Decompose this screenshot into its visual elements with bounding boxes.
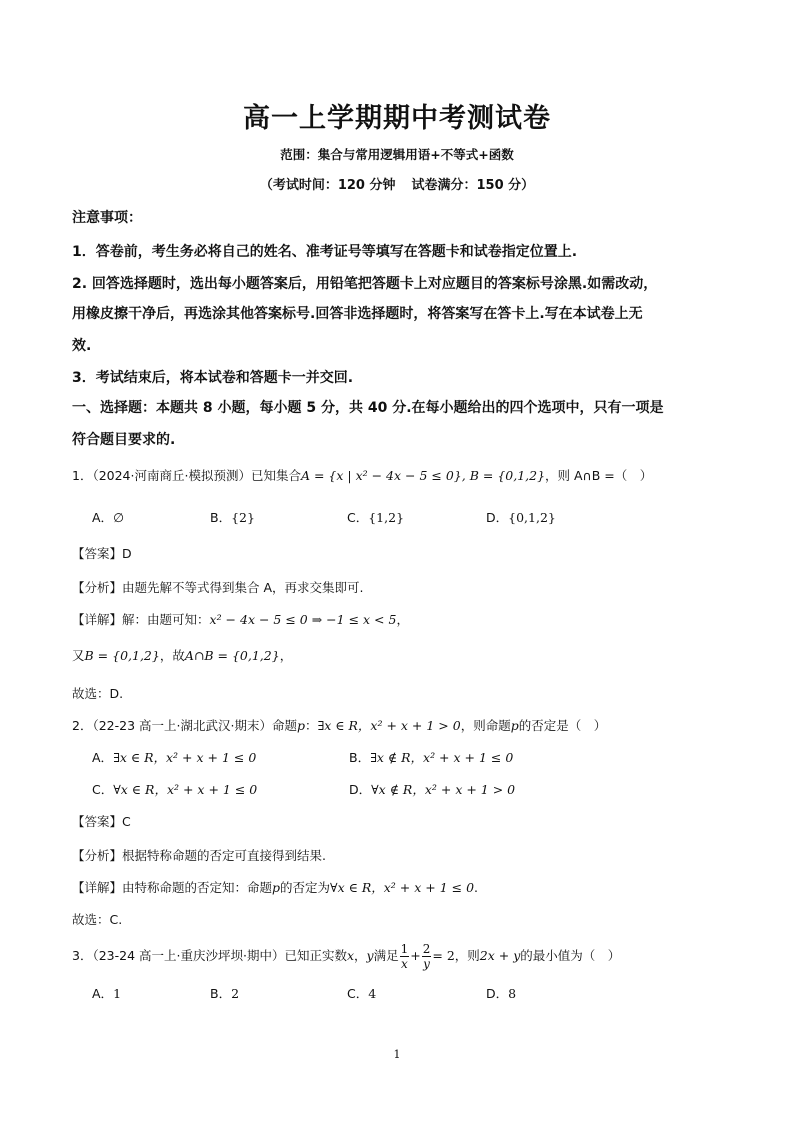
option-c: C．4 bbox=[347, 986, 377, 1001]
notes-heading: 注意事项： bbox=[72, 210, 142, 226]
exam-scope: 范围：集合与常用逻辑用语+不等式+函数 bbox=[280, 147, 514, 162]
detail-2: 【详解】由特称命题的否定知：命题p的否定为∀x ∈ R，x² + x + 1 ≤ 0. bbox=[72, 880, 479, 895]
exam-score: 试卷满分：150 分） bbox=[411, 178, 535, 193]
note-item-1: 1．答卷前，考生务必将自己的姓名、准考证号等填写在答题卡和试卷指定位置上. bbox=[72, 244, 578, 260]
section1-heading-line-2: 符合题目要求的. bbox=[72, 432, 176, 448]
question-number: 1． bbox=[72, 468, 93, 483]
exam-time: （考试时间：120 分钟 bbox=[259, 178, 396, 193]
option-a: A．1 bbox=[92, 986, 122, 1001]
analysis-2: 【分析】根据特称命题的否定可直接得到结果. bbox=[72, 848, 326, 863]
section1-heading-line-1: 一、选择题：本题共 8 小题，每小题 5 分，共 40 分.在每小题给出的四个选项中，只有一项是 bbox=[72, 400, 664, 416]
choose-2: 故选：C. bbox=[72, 912, 123, 927]
choose-1: 故选：D. bbox=[72, 686, 124, 701]
note-item-2-line-1: 2. 回答选择题时，选出每小题答案后，用铅笔把答题卡上对应题目的答案标号涂黑.如需改动， bbox=[72, 276, 658, 292]
question-source: （2024·河南商丘·模拟预测）已知集合 bbox=[92, 468, 301, 483]
option-b: B．∃x ∉ R，x² + x + 1 ≤ 0 bbox=[349, 750, 514, 765]
note-item-2-line-2: 用橡皮擦干净后，再选涂其他答案标号.回答非选择题时，将答案写在答卡上.写在本试卷上无 bbox=[72, 306, 643, 322]
detail-1-line-1: 【详解】解：由题可知：x² − 4x − 5 ≤ 0 ⇒ −1 ≤ x < 5， bbox=[72, 612, 409, 627]
note-item-3: 3．考试结束后，将本试卷和答题卡一并交回. bbox=[72, 370, 354, 386]
detail-1-line-2: 又B = {0,1,2}，故A∩B = {0,1,2}， bbox=[72, 648, 293, 663]
note-item-2-line-3: 效. bbox=[72, 338, 92, 354]
fraction-2-over-y: $\frac{2}{y}$ bbox=[422, 942, 431, 971]
option-a: A．∃x ∈ R，x² + x + 1 ≤ 0 bbox=[92, 750, 257, 765]
set-definition: A = {x | x² − 4x − 5 ≤ 0}, B = {0,1,2} bbox=[300, 468, 546, 483]
answer-1: 【答案】D bbox=[72, 546, 132, 561]
question-1-stem bbox=[72, 466, 652, 486]
option-b: B．2 bbox=[210, 986, 240, 1001]
option-c: C．{1,2} bbox=[347, 510, 405, 525]
option-a: A．∅ bbox=[92, 510, 124, 525]
question-2-stem: 2．（22-23 高一上·湖北武汉·期末）命题p：∃x ∈ R，x² + x + 1 > 0，则命题p的否定是（ ） bbox=[72, 718, 607, 733]
page-number: 1 bbox=[393, 1048, 401, 1061]
question-ask: ，则 A∩B =（ ） bbox=[545, 468, 653, 483]
option-c: C．∀x ∈ R，x² + x + 1 ≤ 0 bbox=[92, 782, 258, 797]
page-title: 高一上学期期中考测试卷 bbox=[243, 103, 551, 134]
option-d: D．8 bbox=[486, 986, 517, 1001]
question-3-stem: 3．（23-24 高一上·重庆沙坪坝·期中）已知正实数x，y满足 $\frac{1}{x}$ + $\frac{2}{y}$ = 2，则2x + y的最小值为（ ） bbox=[72, 942, 621, 971]
answer-2: 【答案】C bbox=[72, 814, 131, 829]
fraction-1-over-x: $\frac{1}{x}$ bbox=[400, 942, 409, 971]
option-b: B．{2} bbox=[210, 510, 255, 525]
option-d: D．∀x ∉ R，x² + x + 1 > 0 bbox=[349, 782, 516, 797]
exam-time-score bbox=[0, 174, 794, 193]
option-d: D．{0,1,2} bbox=[486, 510, 556, 525]
analysis-1: 【分析】由题先解不等式得到集合 A，再求交集即可. bbox=[72, 580, 364, 595]
